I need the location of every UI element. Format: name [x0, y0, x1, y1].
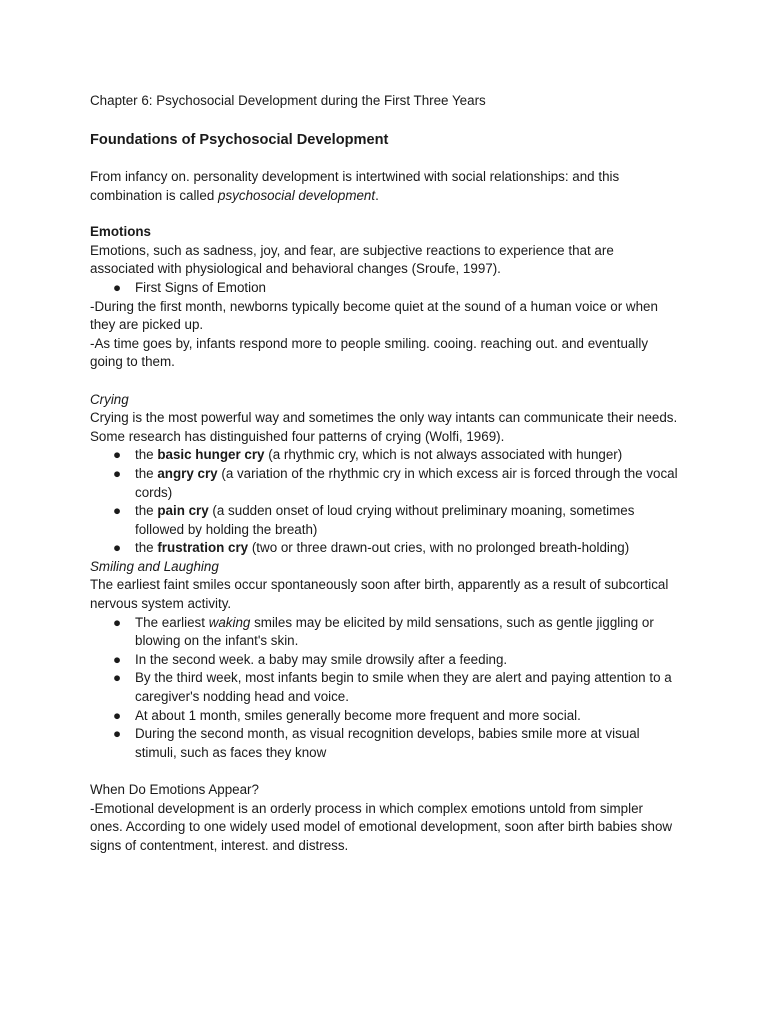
list-item — [90, 539, 678, 558]
intro-paragraph — [90, 168, 678, 205]
item-desc: (a variation of the rhythmic cry in which excess air is forced through the vocal cords) — [135, 465, 678, 500]
crying-text: Crying is the most powerful way and sometimes the only way intants can communicate their needs. Some research has distinguished four patterns of crying (Wolfi, 1969). — [90, 410, 678, 444]
spacer — [90, 762, 678, 781]
bullet-icon: ● — [113, 726, 122, 742]
list-item — [90, 502, 678, 539]
list-item-text: First Signs of Emotion — [135, 279, 266, 295]
appear-heading: When Do Emotions Appear? — [90, 782, 259, 797]
item-term: angry cry — [157, 465, 218, 481]
bullet-icon: ● — [113, 614, 122, 630]
section-heading: Foundations of Psychosocial Development — [90, 132, 389, 148]
bullet-icon: ● — [113, 651, 122, 667]
emotions-definition: Emotions, such as sadness, joy, and fear, are subjective reactions to experience that are associated with physiological and behavioral changes (Sroufe, 1997). — [90, 242, 614, 277]
item-term: waking — [208, 614, 251, 630]
bullet-icon: ● — [113, 465, 122, 481]
item-term: frustration cry — [157, 540, 249, 556]
list-item — [90, 651, 678, 670]
item-desc: (two or three drawn-out cries, with no prolonged breath-holding) — [248, 540, 630, 556]
list-item-text: By the third week, most infants begin to smile when they are alert and paying attention to a caregiver's nodding head and voice. — [135, 670, 672, 705]
intro-term: psychosocial development — [218, 187, 376, 203]
smiling-list — [90, 614, 678, 763]
item-term: pain cry — [157, 503, 209, 519]
list-item-text: In the second week. a baby may smile drowsily after a feeding. — [135, 651, 508, 667]
intro-end: . — [375, 187, 379, 203]
bullet-icon: ● — [113, 279, 122, 295]
item-prefix: the — [135, 465, 158, 481]
item-desc: smiles may be elicited by mild sensations, such as gentle jiggling or blowing on the infant's skin. — [135, 614, 654, 649]
list-item-text: At about 1 month, smiles generally become more frequent and more social. — [135, 707, 581, 723]
list-item — [90, 725, 678, 762]
item-prefix: the — [135, 447, 158, 463]
bullet-icon: ● — [113, 447, 122, 463]
crying-list — [90, 446, 678, 558]
intro-text: From infancy on. personality development is intertwined with social relationships: and this combination is called — [90, 169, 620, 203]
item-desc: (a rhythmic cry, which is not always associated with hunger) — [264, 447, 623, 463]
list-item — [90, 279, 678, 298]
item-prefix: the — [135, 540, 158, 556]
smiling-heading: Smiling and Laughing — [90, 558, 219, 574]
bullet-icon: ● — [113, 707, 122, 723]
smiling-text: The earliest faint smiles occur spontaneously soon after birth, apparently as a result of subcortical nervous system activity. — [90, 577, 669, 612]
item-term: basic hunger cry — [157, 447, 265, 463]
bullet-icon: ● — [113, 540, 122, 556]
spacer — [90, 372, 678, 391]
bullet-icon: ● — [113, 670, 122, 686]
emotions-bullet-list — [90, 279, 678, 298]
list-item-text: During the second month, as visual recognition develops, babies smile more at visual stimuli, such as faces they know — [135, 726, 640, 760]
list-item — [90, 465, 678, 502]
item-prefix: the — [135, 503, 158, 519]
bullet-icon: ● — [113, 503, 122, 519]
crying-heading: Crying — [90, 391, 129, 407]
emotions-line-2: -As time goes by, infants respond more to people smiling. cooing. reaching out. and eventually going to them. — [90, 335, 649, 370]
item-prefix: The earliest — [135, 614, 209, 630]
list-item — [90, 669, 678, 706]
list-item — [90, 707, 678, 726]
list-item — [90, 446, 678, 465]
item-desc: (a sudden onset of loud crying without preliminary moaning, sometimes followed by holding the breath) — [135, 503, 635, 537]
emotions-line-1: -During the first month, newborns typically become quiet at the sound of a human voice or when they are picked up. — [90, 298, 658, 333]
chapter-title: Chapter 6: Psychosocial Development during the First Three Years — [90, 93, 486, 108]
list-item — [90, 614, 678, 651]
emotions-heading: Emotions — [90, 224, 152, 240]
appear-text: -Emotional development is an orderly process in which complex emotions untold from simpler ones. According to one widely used model of emotional development, soon after birth babies show signs of contentment, interest. and distress. — [90, 800, 673, 853]
